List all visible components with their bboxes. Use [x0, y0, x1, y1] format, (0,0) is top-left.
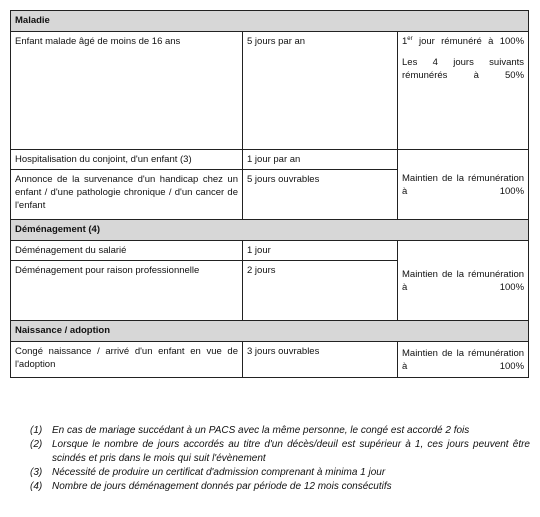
row-label: Hospitalisation du conjoint, d'un enfant (3)	[11, 150, 243, 170]
row-duration: 3 jours ouvrables	[243, 342, 398, 378]
row-duration: 5 jours par an	[243, 32, 398, 150]
row-pay: Maintien de la rémunération à 100%	[398, 150, 529, 220]
footnote-text: Lorsque le nombre de jours accordés au titre d'un décès/deuil est supérieur à 1, ces jours peuvent être scindés et pris dans le mois qui suit l'évènement	[52, 439, 530, 464]
footnote	[30, 466, 530, 480]
footnote-number: (1)	[30, 425, 43, 436]
table-row	[11, 32, 529, 150]
table-row	[11, 342, 529, 378]
table-row	[11, 241, 529, 261]
footnote-number: (2)	[30, 439, 43, 450]
footnote-text: En cas de mariage succédant à un PACS avec la même personne, le congé est accordé 2 fois	[52, 425, 470, 436]
section-header-demenagement	[11, 220, 529, 241]
footnote-number: (3)	[30, 467, 43, 478]
row-label: Déménagement du salarié	[11, 241, 243, 261]
row-duration: 5 jours ouvrables	[243, 170, 398, 220]
row-pay: Maintien de la rémunération à 100%	[398, 342, 529, 378]
row-label: Congé naissance / arrivé d'un enfant en vue de l'adoption	[11, 342, 243, 378]
row-duration: 1 jour	[243, 241, 398, 261]
row-duration: 2 jours	[243, 261, 398, 321]
section-title: Maladie	[11, 11, 529, 32]
row-duration: 1 jour par an	[243, 150, 398, 170]
table-row	[11, 150, 529, 170]
footnote-text: Nécessité de produire un certificat d'admission comprenant à minima 1 jour	[52, 467, 386, 478]
pay-first-suffix: jour rémunéré à 100%	[412, 36, 525, 47]
pay-first-day	[402, 35, 524, 48]
row-pay: Maintien de la rémunération à 100%	[398, 241, 529, 321]
footnotes	[30, 424, 530, 494]
footnote-text: Nombre de jours déménagement donnés par période de 12 mois consécutifs	[52, 481, 392, 492]
footnote	[30, 480, 530, 494]
footnote	[30, 438, 530, 466]
pay-first-prefix: 1	[402, 36, 408, 47]
leave-table	[10, 10, 529, 378]
section-title: Naissance / adoption	[11, 321, 529, 342]
section-header-naissance	[11, 321, 529, 342]
row-pay	[398, 32, 529, 150]
footnote-number: (4)	[30, 481, 43, 492]
row-label: Annonce de la survenance d'un handicap chez un enfant / d'une pathologie chronique / d'un cancer de l'enfant	[11, 170, 243, 220]
pay-following-days: Les 4 jours suivants rémunérés à 50%	[402, 57, 525, 81]
pay-first-sup: er	[407, 35, 413, 42]
row-label: Déménagement pour raison professionnelle	[11, 261, 243, 321]
row-label: Enfant malade âgé de moins de 16 ans	[11, 32, 243, 150]
section-header-maladie	[11, 11, 529, 32]
footnote	[30, 424, 530, 438]
section-title: Déménagement (4)	[11, 220, 529, 241]
